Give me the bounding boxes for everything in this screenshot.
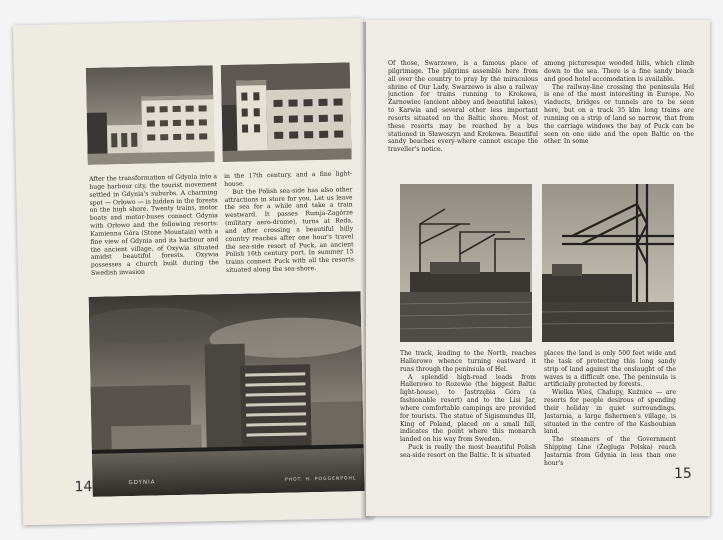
paragraph: Puck is really the most beautiful Polish sea-side resort on the Baltic. It is situated [400, 444, 536, 459]
left-col-2 [224, 170, 354, 283]
left-col-1 [89, 173, 219, 286]
paragraph: The steamers of the Government Shipping Line (Żegluga Polska) reach Jastarnia from Gdynia in less than one hour's [544, 436, 676, 467]
right-top-col-2 [544, 60, 694, 190]
paragraph: Of those, Swarzewo, is a famous place of pilgrimage. The pilgrims assemble here from all over the country to pray by the miraculous shrine of Our Lady. Swarzewo is also a railway junction for trains running to Krokowa, Żarnowiec (ancient abbey and beautiful lakes), to Karwia and several other less important resorts situated on the Baltic shore. Most of these resorts may be reached by a bus stationed in Sławoszyn and Krokowa. Beautiful sandy beaches every-where cannot escape the traveller's notice. [388, 60, 538, 154]
paragraph: But the Polish sea-side has also other attractions in store for you. Let us leave the sea for a while and take a train westward. It passes Rumja-Zagórze (military aero-drome), turns at Reda, and after crossing a beautiful hilly country reaches after one hour's travel the sea-side resort of Puck, an ancient Polish 16th century port. In summer 15 trains connect Puck with all the resorts situated along the sea-shore. [224, 185, 354, 275]
paragraph: among picturesque wooded hills, which climb down to the sea. There is a fine sandy beach and good hotel accomodation is available. [544, 60, 694, 83]
right-bottom-col-2 [544, 350, 676, 500]
page-number-right: 15 [674, 466, 692, 482]
photo-hotel-right [221, 62, 352, 162]
photo-caption-place: GDYNIA [128, 479, 156, 487]
paragraph: in the 17th century, and a fine light-house. [223, 170, 353, 188]
paragraph: places the land is only 500 feet wide and the task of protecting this long sandy strip of land against the onslaught of the waves is a difficult one. The peninsula is artificially protected by forests. [544, 350, 676, 389]
left-page [13, 18, 373, 525]
page-number-left: 14 [74, 478, 93, 496]
right-bottom-col-1 [400, 350, 536, 500]
paragraph: Wielka Wieś, Chałupy, Kuźnice — are resorts for people desirous of spending their holiday in quiet surroundings. Jastarnia, a large fishermen's village, is situated in the centre of the Kashoubian land. [544, 389, 676, 436]
photo-caption-credit: PHOT. H. POGGENPOHL [284, 476, 357, 483]
photo-hotel-left [86, 65, 215, 165]
right-page [366, 20, 710, 516]
paragraph: The track, leading to the North, reaches Hallerowo whence turning eastward it runs through the peninsula of Hel. [400, 350, 536, 373]
photo-cranes-right [542, 184, 674, 342]
paragraph: After the transformation of Gdynia into a huge harbour city, the tourist movement settled in Gdynia's suburbs. A charming spot — Orłowo — is hidden in the forests on the high shore. Twenty trains, motor boats and motor-buses connect Gdynia with Orłowo and the following resorts: Kamienna Góra (Stone Mountain) with a fine view of Gdynia and its harbour and the ancient village, of Oxywia situated amidst beautiful forests. Oxywia possesses a church built during the Swedish invasion [89, 173, 219, 277]
paragraph: A splendid high-road leads from Hallerowo to Rozewie (the biggest Baltic light-house), to Jastrzębia Góra (a fashionable resort) and to the Lisi Jar, where comfortable campings are provided for tourists. The statue of Sigismundus III, King of Poland, placed on a small hill, indicates the point where this monarch landed on his way from Sweden. [400, 373, 536, 444]
paragraph: The railway-line crossing the peninsula Hel is one of the most interesting in Europe. No viaducts, bridges or tunnels are to be seen here, but on a track 35 klm long trains are running on a strip of land so narrow, that from the carriage windows the bay of Puck can be seen on one side and the open Baltic on the other. In some [544, 83, 694, 146]
photo-gdynia-harbour [89, 291, 365, 497]
right-top-col-1 [388, 60, 538, 190]
photo-cranes-left [400, 184, 532, 342]
book-spread [12, 14, 712, 526]
